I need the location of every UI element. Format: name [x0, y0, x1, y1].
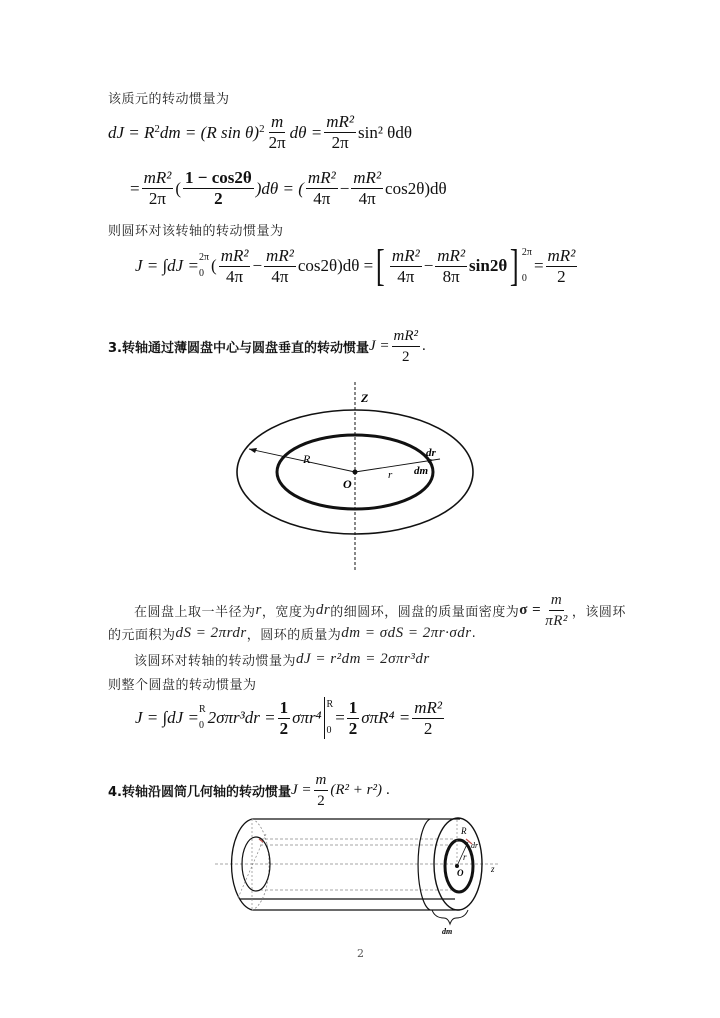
left-outer-hidden	[252, 819, 269, 910]
section4-heading-text: 4.转轴沿圆筒几何轴的转动惯量	[108, 785, 291, 800]
eq3-result-num: mR²	[547, 245, 576, 265]
intro-text: 该质元的转动惯量为	[108, 92, 230, 107]
eq3-frac4-den: 8π	[442, 266, 460, 286]
eq4-eval-limits	[327, 697, 334, 739]
equation-dJ	[108, 112, 412, 153]
section3-formula-end: .	[422, 338, 426, 354]
eq2-tail: cos2θ)dθ	[385, 178, 447, 198]
eq4-upper: R	[198, 704, 206, 715]
section4-formula-den: 2	[317, 793, 325, 809]
eq3-mid: cos2θ)dθ =	[297, 256, 374, 275]
sigma-lhs: σ =	[519, 602, 542, 618]
eq3-upper: 2π	[198, 252, 210, 263]
eq2-minus: −	[339, 178, 350, 198]
para2-text: 该圆环对转轴的转动惯量为	[134, 654, 297, 669]
eq4-limits	[199, 702, 206, 734]
eq4-mid: σπr⁴	[292, 708, 322, 727]
para1-r: r	[255, 602, 262, 618]
eq3-frac2-den: 4π	[271, 266, 289, 286]
label-O: O	[343, 477, 352, 491]
eq4-lower: 0	[198, 720, 204, 731]
eq1-frac2-num: mR²	[326, 112, 354, 131]
eq3-frac3-num: mR²	[391, 245, 420, 265]
equation-expand: = $\frac{\text{mR²}}{2\pi}$ ( $\frac{1 - \cos 2\theta}{2}$ )dθ = ( $\frac{\text{mR²}}{4\pi}$ − $\frac{\text{mR²}}{4\pi}$ cos2θ)dθ	[130, 168, 447, 208]
eq1-frac1-den: 2π	[268, 133, 286, 152]
eq2-frac1-num: mR²	[143, 168, 172, 187]
para1-text-a: 在圆盘上取一半径为	[134, 605, 256, 620]
eq4-half2-den: 2	[348, 718, 358, 738]
section3-heading-text: 3.转轴通过薄圆盘中心与圆盘垂直的转动惯量	[108, 341, 369, 356]
eq4-half-den: 2	[279, 718, 289, 738]
sigma-frac	[543, 590, 570, 631]
eq1-lhs-rest: dm = (R sin θ)	[159, 122, 260, 142]
eq1-lhs: dJ = R	[108, 122, 155, 142]
label-O: O	[457, 868, 464, 878]
eq4-result-den: 2	[423, 718, 433, 738]
eq1-mid: dθ =	[289, 122, 323, 142]
eq4-eq: =	[335, 708, 345, 727]
para1-text-b: ，宽度为	[261, 605, 316, 620]
section3-heading	[108, 326, 426, 367]
eval-bar	[324, 697, 325, 739]
cylinder-diagram	[210, 812, 520, 942]
eq3-frac2	[264, 246, 296, 287]
para1-end: .	[471, 626, 477, 641]
eq2-frac2-num: 1 − cos2θ	[185, 168, 252, 187]
section4-formula-lhs: J =	[290, 782, 312, 798]
eq3-frac3	[390, 246, 422, 287]
section3-formula-den: 2	[402, 349, 410, 365]
paragraph-3: 则整个圆盘的转动惯量为	[108, 678, 257, 693]
label-dm: dm	[414, 465, 429, 477]
label-z: z	[491, 864, 495, 874]
eq3-minus1: −	[252, 256, 263, 275]
label-r: r	[388, 469, 393, 481]
eq3-sin-term: sin2θ	[469, 256, 508, 275]
disc-diagram	[230, 382, 490, 572]
ring-text: 则圆环对该转轴的转动惯量为	[108, 224, 284, 239]
section4-formula-num: m	[315, 772, 327, 788]
eq3-lhs: J = ∫dJ =	[135, 256, 199, 275]
eq1-frac1-num: m	[270, 112, 284, 131]
eq2-eq: =	[130, 178, 140, 198]
eq3-limits	[199, 250, 209, 282]
eq3-frac1-den: 4π	[226, 266, 244, 286]
paragraph-1-line-2	[108, 624, 476, 643]
eq2-frac4-den: 4π	[358, 189, 376, 208]
page-number: 2	[357, 947, 364, 960]
dm-brace	[432, 910, 468, 924]
section4-formula-frac	[314, 770, 329, 811]
eq1-tail: sin² θdθ	[358, 122, 412, 142]
eq4-integrand: 2σπr³dr =	[207, 708, 276, 727]
eq3-frac1	[219, 246, 251, 287]
eq2-frac2-den: 2	[214, 189, 223, 208]
label-R: R	[303, 452, 311, 466]
eq3-frac2-num: mR²	[266, 245, 294, 265]
eq2-frac4	[351, 168, 383, 209]
section4-heading	[108, 770, 390, 811]
eq1-sup: 2	[154, 122, 160, 135]
para1-text-f: ，圆环的质量为	[246, 628, 342, 643]
eq2-frac2	[183, 168, 254, 209]
equation-ring-J: J = ∫dJ = 2π 0 ( $\frac{\text{mR²}}{4\pi}$ − $\frac{\text{mR²}}{4\pi}$ cos2θ)dθ = [ $\frac{\text{mR²}}{4\pi}$ − $\frac{\text{mR²}}{8\pi}$ sin2θ ] 2π 0 = $\frac{\text{mR²}}{2}$	[135, 241, 576, 290]
eq2-frac1-den: 2π	[148, 189, 167, 208]
label-dr: dr	[426, 447, 436, 459]
sigma-formula	[519, 590, 572, 631]
eq4-eval-upper: R	[326, 699, 334, 710]
center-point	[353, 470, 358, 475]
eq1-frac1	[267, 112, 288, 153]
eq3-result	[546, 246, 578, 287]
eq3-eq: =	[533, 256, 544, 275]
eq4-half2-num: 1	[348, 697, 358, 717]
section4-formula-end: .	[385, 782, 390, 798]
paragraph-2	[134, 650, 430, 669]
eq4-lhs: J = ∫dJ =	[135, 708, 199, 727]
eq4-eval-lower: 0	[326, 725, 332, 736]
label-z: Z	[361, 391, 369, 405]
equation-disc-J	[135, 697, 446, 739]
eq3-eval-upper: 2π	[521, 247, 532, 258]
eq3-frac1-num: mR²	[220, 245, 249, 265]
section3-formula-num: mR²	[393, 328, 419, 344]
eq2-frac4-num: mR²	[353, 168, 382, 187]
section4-heading-formula	[291, 770, 390, 811]
eq2-mid: )dθ = (	[255, 178, 304, 198]
slice-left	[418, 819, 430, 910]
para1-text-c: 的细圆环，圆盘的质量面密度为	[330, 605, 520, 620]
eq4-result	[412, 698, 444, 739]
radius-R-line	[249, 449, 355, 472]
eq1-paren-sup: 2	[259, 122, 265, 135]
eq3-eval-lower: 0	[521, 273, 527, 284]
radius-R-arrow	[249, 448, 257, 453]
eq3-frac4	[435, 246, 467, 287]
section3-formula-frac	[392, 326, 421, 367]
eq3-frac4-num: mR²	[437, 245, 466, 265]
label-R: R	[461, 826, 467, 836]
eq3-eval-limits	[522, 245, 532, 287]
eq4-half2	[347, 698, 360, 739]
eq4-result-num: mR²	[414, 697, 442, 717]
label-dm: dm	[442, 927, 453, 936]
eq3-result-den: 2	[557, 266, 566, 286]
left-bracket: [	[376, 241, 385, 290]
eq1-frac2-den: 2π	[331, 133, 349, 152]
eq2-frac1	[142, 168, 174, 209]
para1-dm: dm = σdS = 2πr·σdr	[341, 625, 472, 641]
eq4-mid2: σπR⁴ =	[361, 708, 411, 727]
eq4-half-num: 1	[279, 697, 289, 717]
para1-dS: dS = 2πrdr	[175, 625, 247, 641]
eq3-lower: 0	[198, 268, 204, 279]
eq1-frac2	[324, 112, 356, 153]
sigma-num: m	[550, 592, 563, 608]
right-bracket: ]	[510, 241, 519, 290]
eq2-frac3	[306, 168, 338, 209]
para1-text-d: ，该圆环	[571, 605, 626, 620]
label-dr: dr	[471, 841, 479, 850]
section3-heading-formula	[369, 326, 426, 367]
eq2-frac3-den: 4π	[313, 189, 331, 208]
eq3-frac3-den: 4π	[397, 266, 415, 286]
label-r: r	[463, 852, 467, 862]
eq4-half	[278, 698, 291, 739]
para1-text-e: 的元面积为	[108, 628, 176, 643]
section4-formula-rest: (R² + r²)	[330, 782, 382, 798]
para2-formula: dJ = r²dm = 2σπr³dr	[296, 651, 430, 667]
para1-dr: dr	[315, 602, 331, 618]
eq2-frac3-num: mR²	[307, 168, 336, 187]
section3-formula-lhs: J =	[368, 338, 390, 354]
eq3-minus2: −	[423, 256, 434, 275]
sigma-den: πR²	[545, 613, 568, 629]
